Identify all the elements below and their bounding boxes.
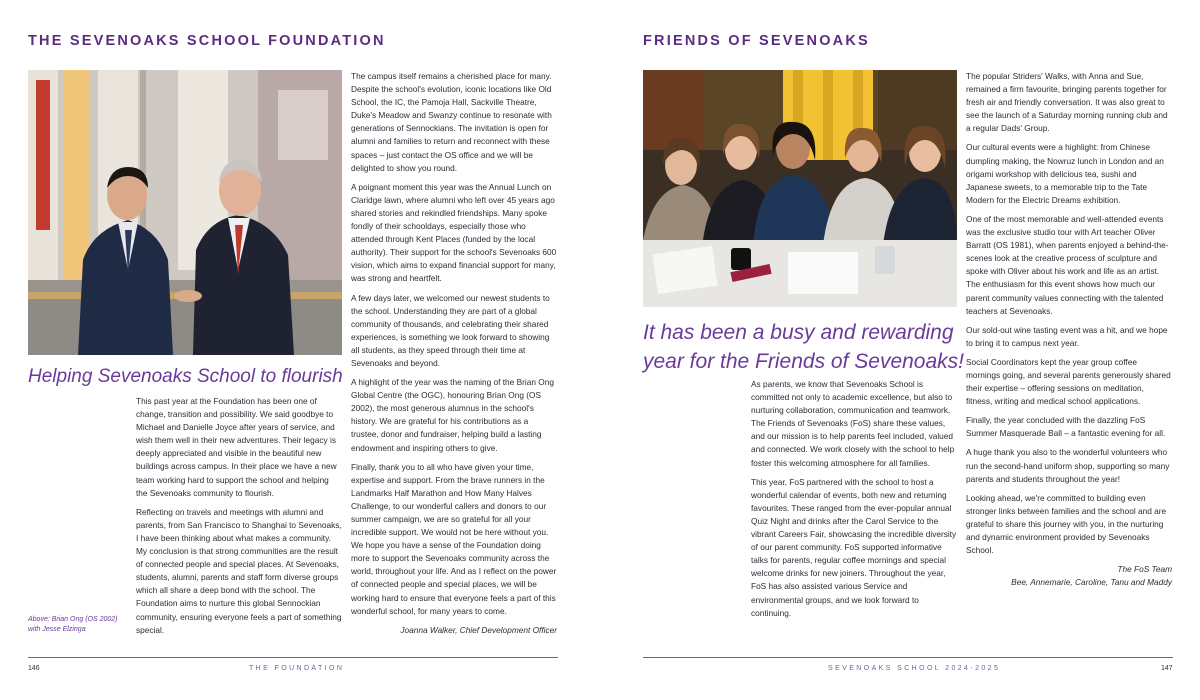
right-heading-line-1: It has been a busy and rewarding xyxy=(643,321,954,344)
left-footer-rule xyxy=(28,657,558,658)
right-footer-rule xyxy=(643,657,1173,658)
paragraph: Reflecting on travels and meetings with alumni and parents, from San Francisco to Shanghai to Sevenoaks, I have been thinking about what makes a community. My conclusion is that strong communities are the result of connected people and special places. At Sevenoaks, students, alumni, parents and staff form diverse groups which all share a deep bond with the school. The Foundation aims to nurture this global Sennockian community, ensuring everyone feels a part of something special. xyxy=(136,506,342,635)
paragraph: Finally, the year concluded with the dazzling FoS Summer Masquerade Ball – a fantastic evening for all. xyxy=(966,415,1166,439)
signature: Joanna Walker, Chief Development Officer xyxy=(400,624,557,635)
right-column-2 xyxy=(966,70,1172,589)
paragraph: A highlight of the year was the naming of the Brian Ong Global Centre (the OGC), honouring Brian Ong (OS 2002), the most generous alumnus in the school's history. We are grateful for his contributions as a trustee, donor and fundraiser, helping build a lasting endowment and inspiring others to give. xyxy=(351,377,554,453)
right-heading xyxy=(643,318,964,376)
paragraph: A poignant moment this year was the Annual Lunch on Claridge lawn, where alumni who left over 45 years ago shared stories and rekindled friendships. Many spoke fondly of their schooldays, especially those who attended through Kent Places (funded by the local authority). Their support for the school's Sevenoaks 600 vision, which aims to expand financial support for many, was strong and heartfelt. xyxy=(351,181,557,284)
right-footer-label: SEVENOAKS SCHOOL 2024-2025 xyxy=(828,665,1001,672)
caption-line-1: Above: Brian Ong (OS 2002) xyxy=(28,616,118,623)
paragraph: This past year at the Foundation has been one of change, transition and possibility. We said goodbye to Michael and Danielle Joyce after years of service, and wish them well in their new adventures. Their legacy is deeply appreciated and visible in the beautiful new buildings across campus. In their place we have a new team working hard to support the school and helping the Sevenoaks community to flourish. xyxy=(136,396,337,498)
left-column-1 xyxy=(136,395,342,643)
five-women-photo xyxy=(643,70,957,307)
left-footer-label: THE FOUNDATION xyxy=(249,665,345,672)
caption-line-2: with Jesse Elzinga xyxy=(28,626,86,633)
paragraph: A few days later, we welcomed our newest students to the school. Understanding they are part of a global community of thousands, and celebrating their shared experiences, is something we look forward to showing all students, as they speed through their time at Sevenoaks and beyond. xyxy=(351,292,550,368)
paragraph: A huge thank you also to the wonderful volunteers who run the second-hand uniform shop, supporting so many parents and students throughout the year! xyxy=(966,447,1170,484)
signature-names: Bee, Annemarie, Caroline, Tanu and Maddy xyxy=(1011,577,1172,588)
signature-team: The FoS Team xyxy=(1117,564,1172,575)
right-column-1 xyxy=(751,378,957,626)
paragraph: This year, FoS partnered with the school to host a wonderful calendar of events, both new and returning favourites. These ranged from the ever-popular annual Quiz Night and drinks after the Carol Service to the vibrant Careers Fair, showcasing the incredible diversity of our parent community. FoS supported informative talks for parents, regular coffee mornings and special welcome drinks for new joiners. Throughout the year, FoS has also assisted various Service and environmental groups, and we look forward to continuing. xyxy=(751,476,957,618)
paragraph: The popular Striders' Walks, with Anna and Sue, remained a firm favourite, bringing parents together for fresh air and friendly conversation. It was also great to see the launch of a Saturday morning running club and a regular Dads' Group. xyxy=(966,71,1168,134)
paragraph: Social Coordinators kept the year group coffee mornings going, and several parents generously shared their expertise – offering sessions on meditation, fitness, writing and medical school applications. xyxy=(966,356,1171,407)
paragraph: Our sold-out wine tasting event was a hit, and we hope to bring it to campus next year. xyxy=(966,324,1168,348)
paragraph: As parents, we know that Sevenoaks School is committed not only to academic excellence, but also to nurturing collaboration, communication and teamwork. The Friends of Sevenoaks (FoS) share these values, and our mission is to help parents feel included, valued and connected. We work closely with the school to help foster this welcoming atmosphere for all families. xyxy=(751,379,955,468)
two-men-photo xyxy=(28,70,342,355)
right-photo xyxy=(643,70,957,307)
paragraph: Our cultural events were a highlight: from Chinese dumpling making, the Nowruz lunch in London and an origami workshop with delicious tea, sushi and Japanese sweets, to a memorable trip to the Tate Modern for the Electric Dreams exhibition. xyxy=(966,142,1164,205)
left-photo xyxy=(28,70,342,355)
left-section-title: THE SEVENOAKS SCHOOL FOUNDATION xyxy=(28,33,386,49)
left-column-2 xyxy=(351,70,557,637)
paragraph: Looking ahead, we're committed to building even stronger links between families and the school and are grateful to share this journey with you, in the nurturing and dynamic environment provided by Sevenoaks School. xyxy=(966,492,1167,556)
right-section-title: FRIENDS OF SEVENOAKS xyxy=(643,33,870,49)
left-page-number: 146 xyxy=(28,665,40,672)
paragraph: The campus itself remains a cherished place for many. Despite the school's evolution, iconic locations like Old School, the IC, the Pamoja Hall, Sackville Theatre, Duke's Meadow and Swanzy continue to resonate with generations of Sennockians. The invitation is open for alumni and families to return and reconnect with these spaces – just contact the OS office and we will be delighted to show you round. xyxy=(351,71,552,173)
paragraph: Finally, thank you to all who have given your time, expertise and support. From the brave runners in the Landmarks Half Marathon and How Many Halves Challenge, to our wonderful callers and donors to our summer campaign, we are so grateful for all your incredible support. We would not be here without you. We hope you have a sense of the Foundation doing more to support the Sevenoaks community across the world, throughout your life. And as I reflect on the power of connected people and special places, we will be working hard to ensure that everyone feels a part of this wonderful school, for many years to come. xyxy=(351,461,557,616)
right-page-number: 147 xyxy=(1161,665,1173,672)
left-heading: Helping Sevenoaks School to flourish xyxy=(28,366,343,387)
paragraph: One of the most memorable and well-attended events was the exclusive studio tour with Art teacher Oliver Barratt (OS 1981), when parents enjoyed a behind-the-scenes look at the creative process of sculpture and spoke with Oliver about his work and life as an artist. The enthusiasm for this event shows how much our parent community values connecting with the talented teachers at Sevenoaks. xyxy=(966,213,1169,316)
left-photo-caption xyxy=(28,615,118,635)
right-heading-line-2: year for the Friends of Sevenoaks! xyxy=(643,350,964,373)
